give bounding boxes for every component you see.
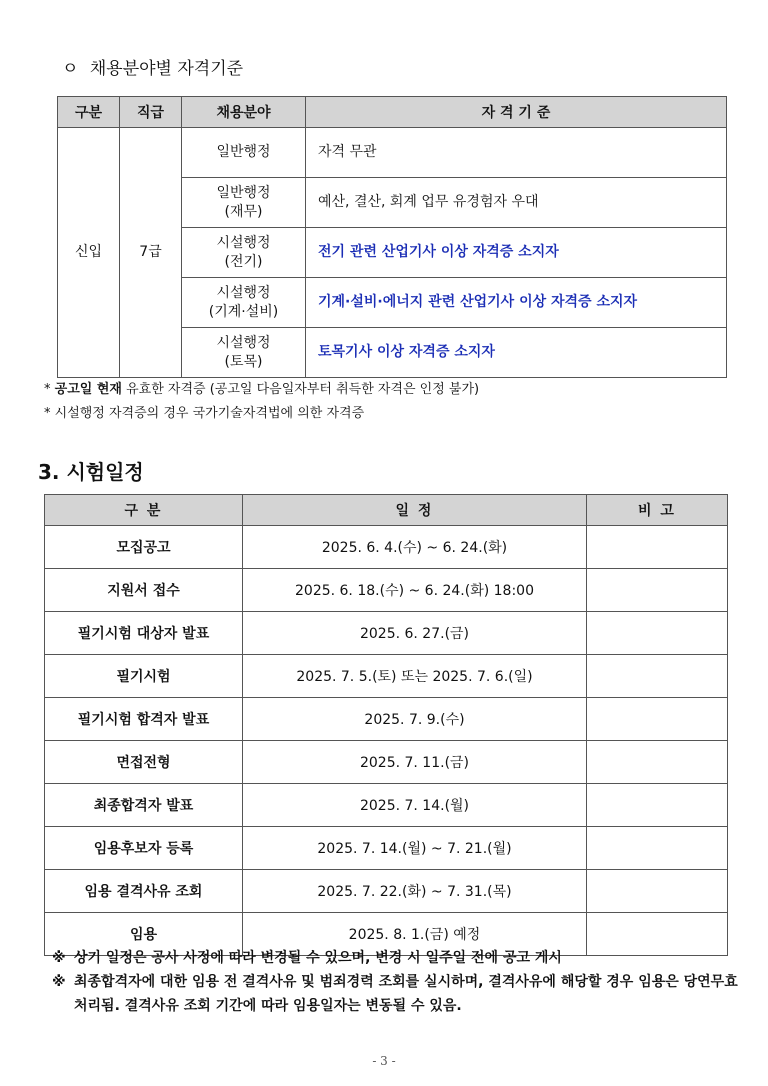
reference-mark: ※ — [52, 974, 66, 990]
schedule-date-cell: 2025. 7. 14.(월) ~ 7. 21.(월) — [243, 827, 587, 870]
qual-header-row — [58, 97, 727, 128]
table-row — [45, 827, 728, 870]
table-row — [45, 612, 728, 655]
table-row — [45, 526, 728, 569]
qual-header-grade: 직급 — [120, 97, 182, 128]
table-row — [45, 741, 728, 784]
field-cell — [182, 178, 306, 228]
table-row — [45, 698, 728, 741]
criteria-cell: 토목기사 이상 자격증 소지자 — [306, 328, 727, 378]
criteria-cell: 예산, 결산, 회계 업무 유경험자 우대 — [306, 178, 727, 228]
qualification-table — [57, 96, 727, 378]
qual-header-category: 구분 — [58, 97, 120, 128]
schedule-item-cell: 임용 결격사유 조회 — [45, 870, 243, 913]
schedule-date-cell: 2025. 7. 22.(화) ~ 7. 31.(목) — [243, 870, 587, 913]
schedule-remark-cell — [587, 827, 728, 870]
schedule-item-cell: 임용 — [45, 913, 243, 956]
schedule-item-cell: 필기시험 대상자 발표 — [45, 612, 243, 655]
page-number: - 3 - — [372, 1054, 396, 1068]
field-name: 시설행정 — [216, 284, 271, 301]
schedule-item-cell: 모집공고 — [45, 526, 243, 569]
schedule-date-cell: 2025. 7. 14.(월) — [243, 784, 587, 827]
qual-header-field: 채용분야 — [182, 97, 306, 128]
footer-note-text: 최종합격자에 대한 임용 전 결격사유 및 범죄경력 조회를 실시하며, 결격사유에 해당할 경우 임용은 당연무효 처리됨. 결격사유 조회 기간에 따라 임용일자는 변동될 수 있음. — [74, 974, 738, 1014]
schedule-date-cell: 2025. 7. 9.(수) — [243, 698, 587, 741]
field-sub: (토목) — [224, 353, 263, 370]
note-valid-certificate — [44, 378, 479, 397]
grade-cell: 7급 — [120, 128, 182, 378]
footer-note-text: 상기 일정은 공사 사정에 따라 변경될 수 있으며, 변경 시 일주일 전에 공고 게시 — [74, 950, 562, 966]
field-sub: (전기) — [224, 253, 263, 270]
schedule-header-row — [45, 495, 728, 526]
schedule-heading: 3. 시험일정 — [38, 460, 144, 484]
schedule-date-cell: 2025. 6. 27.(금) — [243, 612, 587, 655]
table-row — [45, 870, 728, 913]
field-cell — [182, 278, 306, 328]
schedule-item-cell: 최종합격자 발표 — [45, 784, 243, 827]
table-row — [45, 784, 728, 827]
schedule-date-cell: 2025. 7. 5.(토) 또는 2025. 7. 6.(일) — [243, 655, 587, 698]
table-row — [45, 569, 728, 612]
schedule-remark-cell — [587, 741, 728, 784]
criteria-cell: 전기 관련 산업기사 이상 자격증 소지자 — [306, 228, 727, 278]
qual-header-criteria: 자 격 기 준 — [306, 97, 727, 128]
note-star: * — [44, 382, 51, 397]
schedule-remark-cell — [587, 612, 728, 655]
schedule-date-cell: 2025. 8. 1.(금) 예정 — [243, 913, 587, 956]
category-cell: 신입 — [58, 128, 120, 378]
field-name: 일반행정 — [216, 184, 271, 201]
criteria-cell: 기계·설비·에너지 관련 산업기사 이상 자격증 소지자 — [306, 278, 727, 328]
footer-notes — [52, 946, 742, 1018]
schedule-date-cell: 2025. 7. 11.(금) — [243, 741, 587, 784]
schedule-item-cell: 필기시험 — [45, 655, 243, 698]
field-name: 시설행정 — [216, 234, 271, 251]
sched-header-date: 일 정 — [243, 495, 587, 526]
schedule-remark-cell — [587, 698, 728, 741]
field-cell — [182, 328, 306, 378]
schedule-remark-cell — [587, 870, 728, 913]
schedule-item-cell: 필기시험 합격자 발표 — [45, 698, 243, 741]
reference-mark: ※ — [52, 950, 66, 966]
schedule-remark-cell — [587, 569, 728, 612]
schedule-remark-cell — [587, 526, 728, 569]
field-sub: (재무) — [224, 203, 263, 220]
schedule-item-cell: 임용후보자 등록 — [45, 827, 243, 870]
schedule-date-cell: 2025. 6. 18.(수) ~ 6. 24.(화) 18:00 — [243, 569, 587, 612]
section-title: 채용분야별 자격기준 — [89, 59, 244, 79]
criteria-cell: 자격 무관 — [306, 128, 727, 178]
schedule-item-cell: 지원서 접수 — [45, 569, 243, 612]
schedule-date-cell: 2025. 6. 4.(수) ~ 6. 24.(화) — [243, 526, 587, 569]
bullet-circle: ㅇ — [62, 59, 79, 79]
field-name: 시설행정 — [216, 334, 271, 351]
field-sub: (기계·설비) — [208, 303, 279, 320]
footer-note — [52, 946, 742, 970]
schedule-remark-cell — [587, 784, 728, 827]
note-bold-text: 공고일 현재 — [54, 382, 122, 397]
schedule-item-cell: 면접전형 — [45, 741, 243, 784]
table-row — [45, 655, 728, 698]
field-cell — [182, 128, 306, 178]
sched-header-item: 구 분 — [45, 495, 243, 526]
note-text: 유효한 자격증 (공고일 다음일자부터 취득한 자격은 인정 불가) — [121, 382, 480, 397]
table-row — [58, 128, 727, 178]
schedule-table — [44, 494, 728, 956]
schedule-remark-cell — [587, 655, 728, 698]
sched-header-remark: 비 고 — [587, 495, 728, 526]
note-national-certificate: * 시설행정 자격증의 경우 국가기술자격법에 의한 자격증 — [44, 406, 365, 421]
field-cell — [182, 228, 306, 278]
footer-note — [52, 970, 742, 1018]
section-heading — [62, 54, 243, 79]
field-name: 일반행정 — [216, 144, 271, 160]
